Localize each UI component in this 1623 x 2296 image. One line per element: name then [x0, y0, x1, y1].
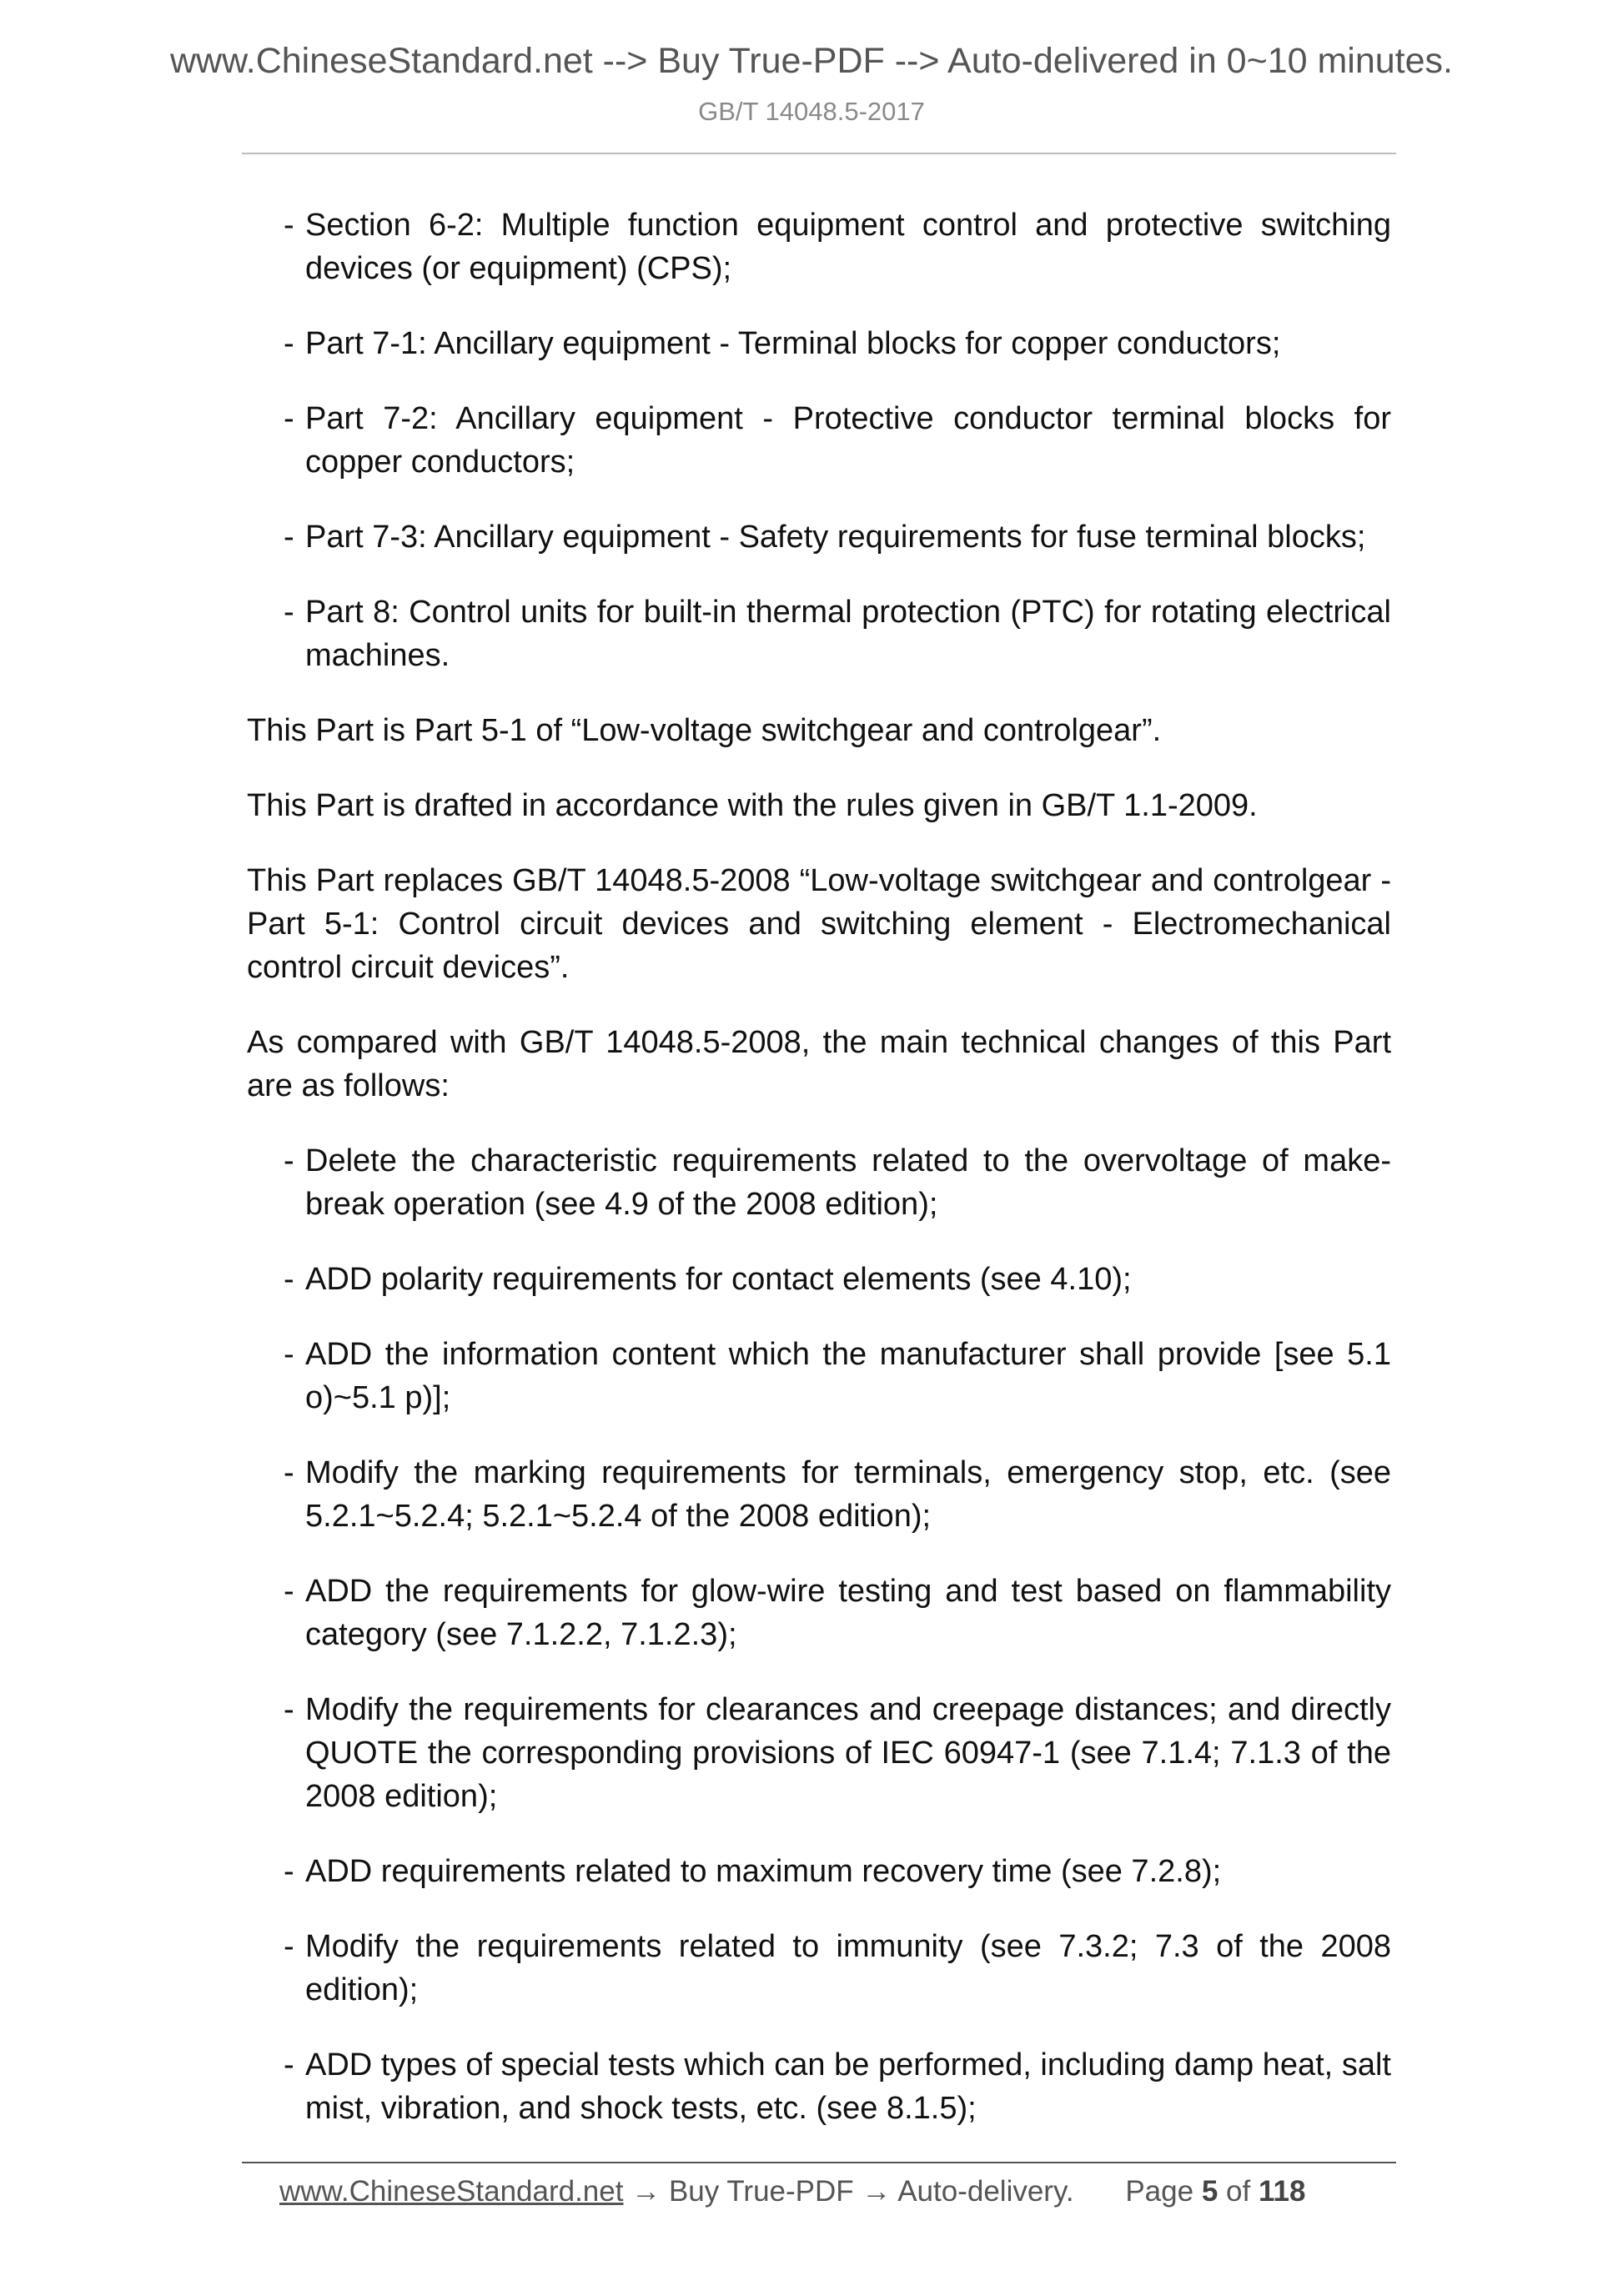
list-item: [247, 590, 1391, 677]
dash-marker: -: [284, 1692, 294, 1727]
dash-marker: -: [284, 326, 294, 361]
footer-delivery-text: Auto-delivery.: [897, 2175, 1074, 2208]
list-item-text: ADD the information content which the manufacturer shall provide [see 5.1 o)~5.1 p)];: [305, 1337, 1391, 1415]
list-item: [247, 515, 1391, 559]
list-item-text: Part 7-2: Ancillary equipment - Protective conductor terminal blocks for copper conductors;: [305, 401, 1391, 480]
list-item-text: Delete the characteristic requirements related to the overvoltage of make-break operation (see 4.9 of the 2008 edition);: [305, 1143, 1391, 1222]
page-number: 5: [1201, 2175, 1219, 2208]
list-item: [247, 1570, 1391, 1656]
dash-marker: -: [284, 2047, 294, 2082]
list-item: [247, 1333, 1391, 1419]
footer-buy-text: Buy True-PDF: [668, 2175, 854, 2208]
top-banner-link[interactable]: www.ChineseStandard.net --> Buy True-PDF --> Auto-delivered in 0~10 minutes.: [169, 41, 1453, 81]
arrow-icon: →: [631, 2175, 661, 2208]
list-item-text: ADD requirements related to maximum recovery time (see 7.2.8);: [305, 1854, 1222, 1889]
list-item: [247, 1688, 1391, 1818]
list-item-text: Part 7-1: Ancillary equipment - Terminal blocks for copper conductors;: [305, 326, 1281, 361]
dash-marker: -: [284, 208, 294, 243]
arrow-icon: →: [862, 2175, 892, 2208]
header-divider: [242, 153, 1396, 154]
page-total: 118: [1258, 2175, 1306, 2208]
paragraph: This Part is Part 5-1 of “Low-voltage switchgear and controlgear”.: [247, 713, 1162, 748]
paragraph: This Part replaces GB/T 14048.5-2008 “Low-voltage switchgear and controlgear - Part 5-1: Control circuit devices and switching element - Electromechanical control circuit devices”.: [247, 863, 1391, 985]
dash-marker: -: [284, 1929, 294, 1964]
dash-marker: -: [284, 1143, 294, 1178]
list-item-text: Part 7-3: Ancillary equipment - Safety requirements for fuse terminal blocks;: [305, 520, 1366, 555]
list-item-text: Modify the requirements for clearances and creepage distances; and directly QUOTE the corresponding provisions of IEC 60947-1 (see 7.1.4; 7.1.3 of the 2008 edition);: [305, 1692, 1391, 1814]
dash-marker: -: [284, 1262, 294, 1297]
list-item: [247, 1258, 1391, 1301]
list-item-text: ADD polarity requirements for contact elements (see 4.10);: [305, 1262, 1132, 1297]
list-item: [247, 1139, 1391, 1226]
dash-marker: -: [284, 1574, 294, 1609]
paragraph: As compared with GB/T 14048.5-2008, the main technical changes of this Part are as follows:: [247, 1025, 1391, 1103]
dash-marker: -: [284, 520, 294, 555]
list-item: [247, 203, 1391, 290]
list-item-text: Part 8: Control units for built-in thermal protection (PTC) for rotating electrical machines.: [305, 595, 1391, 673]
dash-marker: -: [284, 1337, 294, 1372]
list-item: [247, 1925, 1391, 2012]
dash-marker: -: [284, 1455, 294, 1490]
dash-marker: -: [284, 595, 294, 630]
list-item-text: ADD the requirements for glow-wire testing and test based on flammability category (see 7.1.2.2, 7.1.2.3);: [305, 1574, 1391, 1652]
document-code: GB/T 14048.5-2017: [698, 97, 925, 126]
paragraph: This Part is drafted in accordance with the rules given in GB/T 1.1-2009.: [247, 788, 1258, 823]
list-item: [247, 1451, 1391, 1538]
page-label: Page: [1125, 2175, 1194, 2208]
list-item: [247, 2043, 1391, 2130]
list-item: [247, 322, 1391, 365]
list-item-text: Modify the requirements related to immunity (see 7.3.2; 7.3 of the 2008 edition);: [305, 1929, 1391, 2007]
list-item-text: Section 6-2: Multiple function equipment control and protective switching devices (or equipment) (CPS);: [305, 208, 1391, 286]
page-body: [247, 203, 1391, 2162]
dash-marker: -: [284, 401, 294, 436]
of-label: of: [1226, 2175, 1251, 2208]
list-item-text: Modify the marking requirements for terminals, emergency stop, etc. (see 5.2.1~5.2.4; 5.2.1~5.2.4 of the 2008 edition);: [305, 1455, 1391, 1534]
list-item-text: ADD types of special tests which can be performed, including damp heat, salt mist, vibration, and shock tests, etc. (see 8.1.5);: [305, 2047, 1391, 2126]
page-footer: [279, 2174, 1305, 2209]
list-item: [247, 1850, 1391, 1893]
list-item: [247, 397, 1391, 484]
dash-marker: -: [284, 1854, 294, 1889]
footer-site-link[interactable]: www.ChineseStandard.net: [279, 2175, 624, 2208]
footer-divider: [242, 2162, 1396, 2163]
